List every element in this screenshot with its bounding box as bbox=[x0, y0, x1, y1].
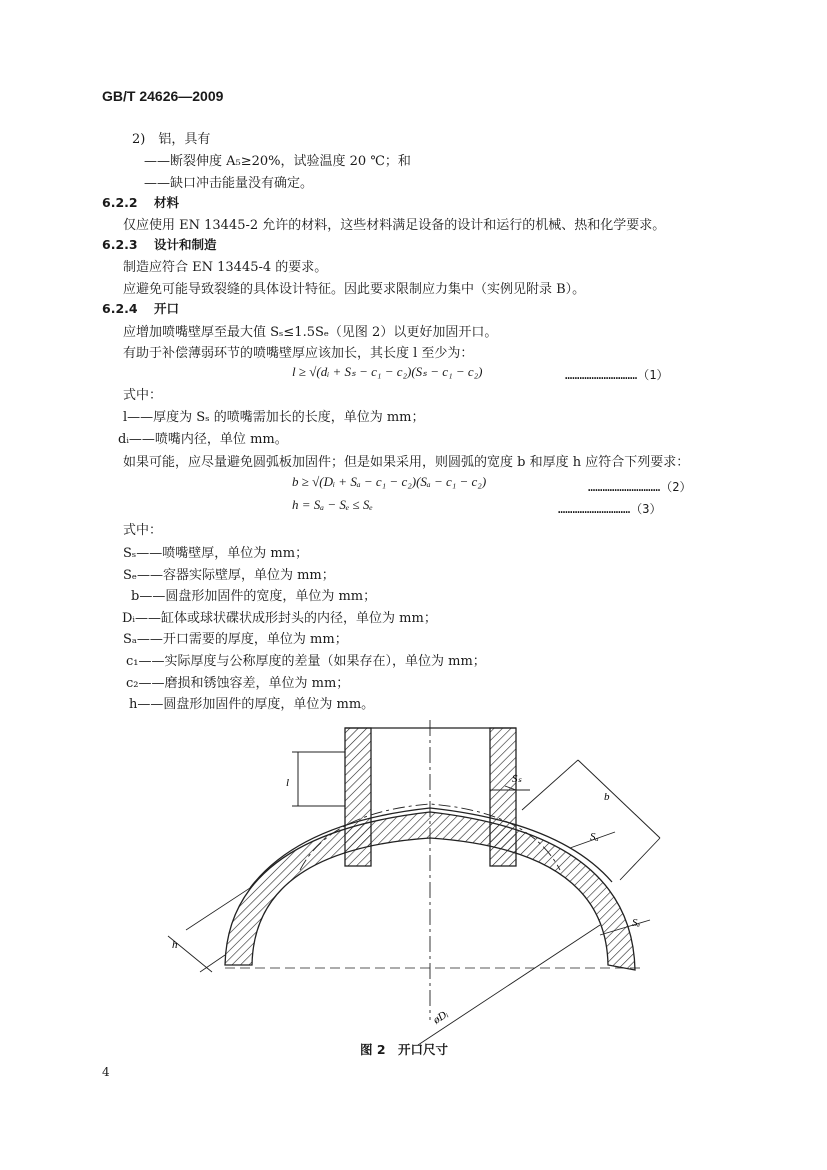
figure-caption: 图 2 开口尺寸 bbox=[360, 1042, 449, 1057]
section-6-2-3-text-1: 制造应符合 EN 13445-4 的要求。 bbox=[123, 260, 328, 275]
section-6-2-4-text-1: 应增加喷嘴壁厚至最大值 Sₛ≤1.5Sₑ（见图 2）以更好加固开口。 bbox=[123, 325, 498, 340]
definition-l: l——厚度为 Sₛ 的喷嘴需加长的长度，单位为 mm； bbox=[123, 410, 425, 425]
nozzle-wall-right bbox=[490, 728, 516, 866]
definition-se: Sₑ——容器实际壁厚，单位为 mm； bbox=[123, 568, 335, 583]
definition-di: dᵢ——喷嘴内径，单位 mm。 bbox=[118, 432, 288, 447]
definition-c2: c₂——磨损和锈蚀容差，单位为 mm； bbox=[126, 676, 350, 691]
section-6-2-2-text: 仅应使用 EN 13445-2 允许的材料，这些材料满足设备的设计和运行的机械、热和化学要求。 bbox=[123, 218, 666, 233]
label-di: øDᵢ bbox=[431, 1008, 451, 1027]
definition-Di: Dᵢ——缸体或球状碟状成形封头的内径，单位为 mm； bbox=[122, 611, 437, 626]
label-se: Sₑ bbox=[632, 917, 641, 929]
section-heading-6-2-2: 6.2.2 材料 bbox=[102, 195, 180, 210]
label-ss: Sₛ bbox=[512, 773, 522, 785]
definition-ss: Sₛ——喷嘴壁厚，单位为 mm； bbox=[123, 546, 309, 561]
equation-2-number: …………………………（2） bbox=[588, 480, 692, 494]
equation-3: h = Sₐ − Sₑ ≤ Sₑ bbox=[292, 497, 373, 512]
standard-number: GB/T 24626—2009 bbox=[102, 88, 224, 104]
label-b: b bbox=[604, 791, 610, 803]
equation-1: l ≥ √(dᵢ + Sₛ − c₁ − c₂)(Sₛ − c₁ − c₂) bbox=[292, 364, 483, 379]
definition-sa: Sₐ——开口需要的厚度，单位为 mm； bbox=[123, 632, 348, 647]
label-h: h bbox=[172, 939, 178, 951]
label-sa: Sₐ bbox=[590, 831, 599, 843]
list-item-aluminium: 2) 铝，具有 bbox=[132, 132, 211, 147]
section-6-2-4-text-3: 如果可能，应尽量避免圆弧板加固件；但是如果采用，则圆弧的宽度 b 和厚度 h 应符合下列要求： bbox=[123, 455, 690, 470]
page-number: 4 bbox=[102, 1065, 110, 1079]
nozzle-wall-left bbox=[345, 728, 371, 866]
where-label-1: 式中： bbox=[123, 388, 163, 403]
where-label-2: 式中： bbox=[123, 523, 163, 538]
aluminium-line-2: ——缺口冲击能量没有确定。 bbox=[144, 176, 314, 191]
section-heading-6-2-4: 6.2.4 开口 bbox=[102, 301, 180, 316]
equation-1-number: …………………………（1） bbox=[565, 368, 669, 382]
section-heading-6-2-3: 6.2.3 设计和制造 bbox=[102, 237, 217, 252]
equation-3-number: …………………………（3） bbox=[558, 502, 662, 516]
definition-c1: c₁——实际厚度与公称厚度的差量（如果存在），单位为 mm； bbox=[126, 654, 486, 669]
section-6-2-3-text-2: 应避免可能导致裂缝的具体设计特征。因此要求限制应力集中（实例见附录 B）。 bbox=[123, 282, 586, 297]
definition-h: h——圆盘形加固件的厚度，单位为 mm。 bbox=[129, 697, 375, 712]
aluminium-line-1: ——断裂伸度 A₅≥20%，试验温度 20 ℃；和 bbox=[144, 154, 411, 169]
label-l: l bbox=[286, 777, 290, 789]
equation-2: b ≥ √(Dᵢ + Sₐ − c₁ − c₂)(Sₐ − c₁ − c₂) bbox=[292, 474, 487, 489]
section-6-2-4-text-2: 有助于补偿薄弱环节的喷嘴壁厚应该加长，其长度 l 至少为： bbox=[123, 346, 474, 361]
definition-b: b——圆盘形加固件的宽度，单位为 mm； bbox=[131, 589, 377, 604]
